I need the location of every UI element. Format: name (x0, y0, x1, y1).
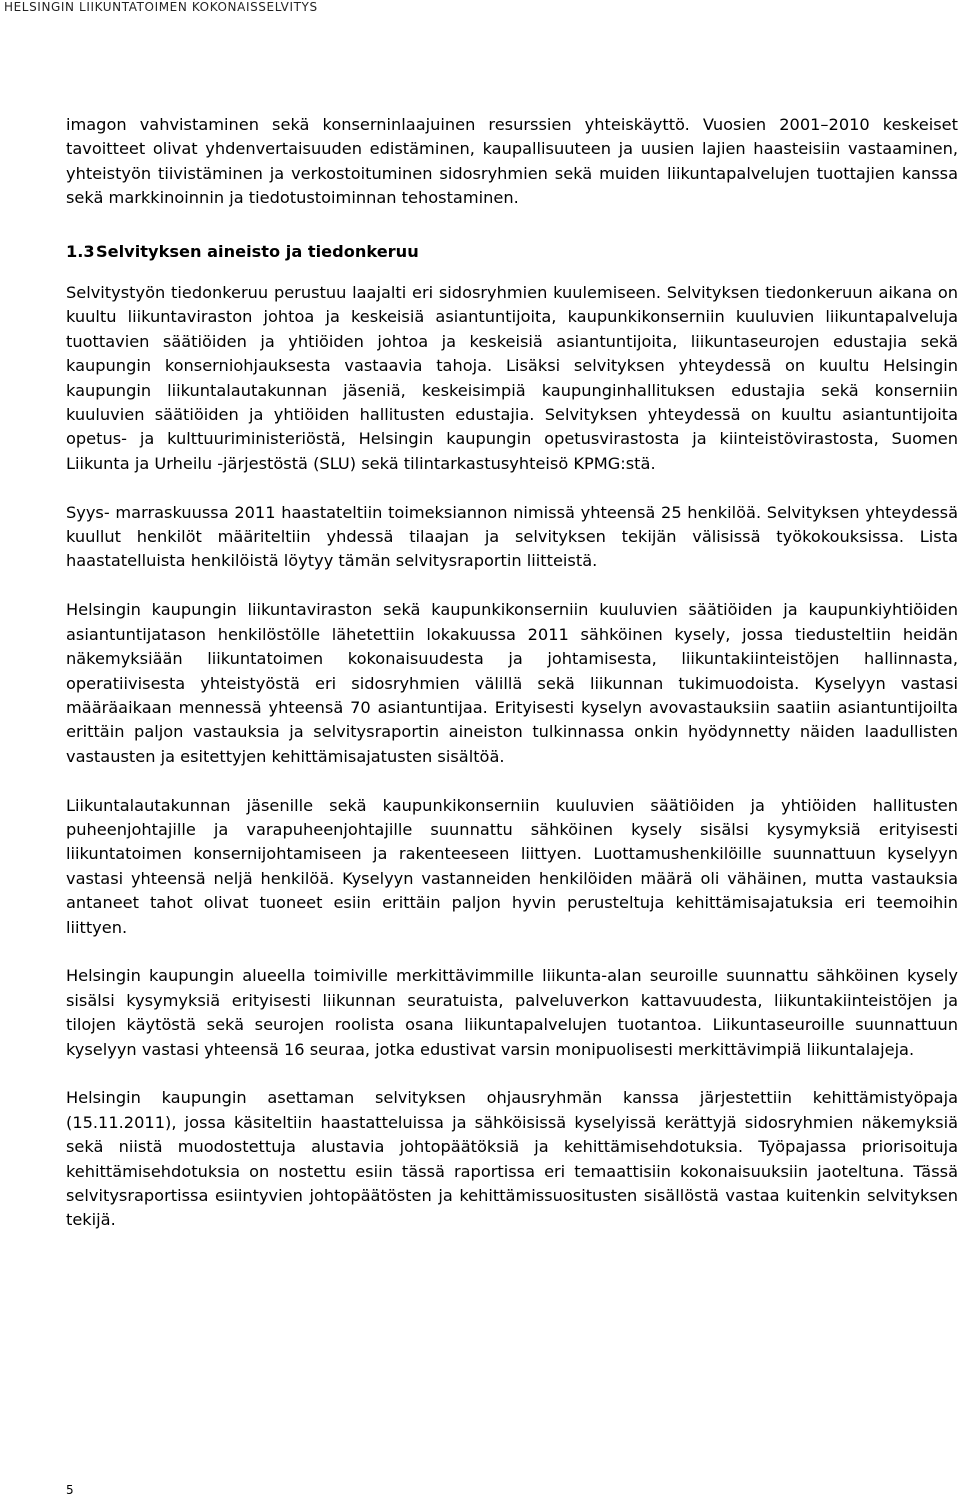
paragraph-club-survey: Helsingin kaupungin alueella toimiville merkittävimmille liikunta-alan seuroille suunnattu sähköinen kysely sisälsi kysymyksiä erityisesti liikunnan seuratuista, palveluverkon kattavuudesta, liikuntakiinteistöjen ja tilojen käytöstä sekä seurojen roolista osana liikuntapalvelujen tuotantoa. Liikuntaseuroille suunnattuun kyselyyn vastasi yhteensä 16 seuraa, jotka edustivat varsin monipuolisesti merkittävimpiä liikuntalajeja. (66, 966, 958, 1059)
section-number: 1.3 (66, 241, 95, 261)
paragraph-board-survey: Liikuntalautakunnan jäsenille sekä kaupunkikonserniin kuuluvien säätiöiden ja yhtiöiden hallitusten puheenjohtajille ja varapuheenjohtajille suunnattu sähköinen kysely sisälsi kysymyksiä erityisesti liikuntatoimen konsernijohtamiseen ja rakenteeseen liittyen. Luottamushenkilöille suunnattuun kyselyyn vastasi yhteensä neljä henkilöä. Kyselyyn vastanneiden henkilöiden määrä oli vähäinen, mutta vastauksia antaneet tahot olivat tuoneet esiin erittäin paljon hyvin perusteltuja kehittämisajatuksia eri teemoihin liittyen. (66, 795, 958, 937)
paragraph-staff-survey: Helsingin kaupungin liikuntaviraston sekä kaupunkikonserniin kuuluvien säätiöiden ja kaupunkiyhtiöiden asiantuntijatason henkilöstölle lähetettiin lokakuussa 2011 sähköinen kysely, jossa tiedusteltiin heidän näkemyksiään liikuntatoimen kokonaisuudesta ja johtamisesta, liikuntakiinteistöjen hallinnasta, operatiivisesta yhteistyöstä eri sidosryhmien välillä sekä liikunnan tukimuodoista. Kyselyyn vastasi määräaikaan mennessä yhteensä 70 asiantuntijaa. Erityisesti kyselyn avovastauksiin saatiin asiantuntijoilta erittäin paljon vastauksia ja selvitysraportin aineiston tulkinnassa onkin hyödynnetty näiden laadullisten vastausten ja esitettyjen kehittämisajatusten sisältöä. (66, 600, 958, 766)
section-heading (66, 240, 958, 264)
section-title: Selvityksen aineisto ja tiedonkeruu (96, 241, 419, 261)
paragraph-data-collection: Selvitystyön tiedonkeruu perustuu laajalti eri sidosryhmien kuulemiseen. Selvityksen tiedonkeruun aikana on kuultu liikuntaviraston johtoa ja keskeisiä asiantuntijoita, kaupunkikonserniin kuuluvien liikuntapalveluja tuottavien säätiöiden ja yhtiöiden johtoa ja keskeisiä asiantuntijoita, liikuntaseurojen edustajia sekä kaupungin konserniohjauksesta vastaavia tahoja. Lisäksi selvityksen yhteydessä on kuultu Helsingin kaupungin liikuntalautakunnan jäseniä, keskeisimpiä kaupunginhallituksen edustajia sekä konserniin kuuluvien säätiöiden ja yhtiöiden hallitusten edustajia. Selvityksen yhteydessä on kuultu asiantuntijoita opetus- ja kulttuuriministeriöstä, Helsingin kaupungin opetusvirastosta ja kiinteistövirastosta, Suomen Liikunta ja Urheilu -järjestöstä (SLU) sekä tilintarkastusyhteisö KPMG:stä. (66, 283, 958, 473)
paragraph-interviews: Syys- marraskuussa 2011 haastateltiin toimeksiannon nimissä yhteensä 25 henkilöä. Selvityksen yhteydessä kuullut henkilöt määriteltiin yhdessä tilaajan ja selvityksen tekijän välisissä työkokouksissa. Lista haastatelluista henkilöistä löytyy tämän selvitysraportin liitteistä. (66, 502, 958, 571)
paragraph-workshop: Helsingin kaupungin asettaman selvityksen ohjausryhmän kanssa järjestettiin kehittämistyöpaja (15.11.2011), jossa käsiteltiin haastatteluissa ja sähköisissä kyselyissä kerättyjä sidosryhmien näkemyksiä sekä niistä muodostettuja alustavia johtopäätöksiä ja kehittämisehdotuksia. Työpajassa priorisoituja kehittämisehdotuksia on nostettu esiin tässä raportissa eri temaattisiin kokonaisuuksiin jaoteltuna. Tässä selvitysraportissa esiintyvien johtopäätösten ja kehittämissuositusten sisällöstä vastaa kuitenkin selvityksen tekijä. (66, 1088, 958, 1230)
paragraph-intro-continuation: imagon vahvistaminen sekä konserninlaajuinen resurssien yhteiskäyttö. Vuosien 2001–2010 keskeiset tavoitteet olivat yhdenvertaisuuden edistäminen, kaupallisuuteen ja uusien lajien haasteisiin vastaaminen, yhteistyön tiivistäminen ja verkostoituminen sidosryhmien sekä muiden liikuntapalvelujen tuottajien kanssa sekä markkinoinnin ja tiedotustoiminnan tehostaminen. (66, 115, 958, 208)
document-body (66, 113, 958, 1257)
page-number: 5 (66, 1483, 74, 1497)
running-header: HELSINGIN LIIKUNTATOIMEN KOKONAISSELVITYS (4, 0, 318, 14)
